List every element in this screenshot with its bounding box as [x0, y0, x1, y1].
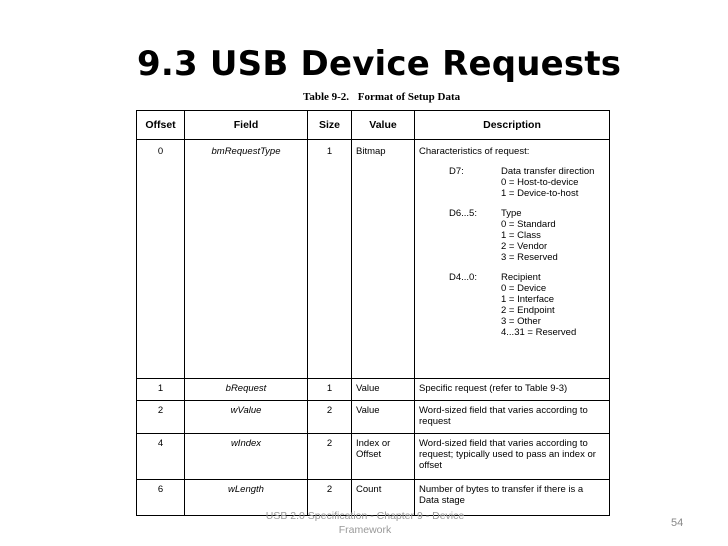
table-row: [137, 401, 610, 434]
cell-offset: 1: [137, 379, 185, 401]
bitfield-recipient: [419, 272, 605, 338]
cell-size: 2: [308, 480, 352, 516]
table-header-row: [137, 111, 610, 140]
bitfield-type: [419, 208, 605, 263]
cell-field: wIndex: [185, 434, 308, 480]
cell-size: 1: [308, 379, 352, 401]
bitfield-line: 2 = Vendor: [501, 241, 548, 252]
bitfield-line: 4...31 = Reserved: [501, 327, 577, 338]
table-row: [137, 379, 610, 401]
bitfield-line: 1 = Interface: [501, 294, 555, 305]
cell-field: wLength: [185, 480, 308, 516]
description-text: Characteristics of request:: [419, 146, 530, 157]
cell-field: wValue: [185, 401, 308, 434]
table-caption-title: Format of Setup Data: [357, 91, 461, 103]
cell-description: Number of bytes to transfer if there is a Data stage: [415, 480, 610, 516]
cell-value: Index or Offset: [352, 434, 415, 480]
bitfield-bits: D4...0:: [449, 272, 477, 283]
bitfield-line: 1 = Device-to-host: [501, 188, 579, 199]
cell-description: [415, 140, 610, 379]
cell-description: Word-sized field that varies according to request: [415, 401, 610, 434]
bitfield-line: Type: [501, 208, 522, 219]
table-row: [137, 140, 610, 379]
bitfield-line: 0 = Standard: [501, 219, 556, 230]
cell-field: bmRequestType: [185, 140, 308, 379]
bitfield-bits: D7:: [449, 166, 464, 177]
bitfield-line: Recipient: [501, 272, 541, 283]
table-caption: [303, 91, 460, 103]
cell-description: Specific request (refer to Table 9-3): [415, 379, 610, 401]
cell-offset: 6: [137, 480, 185, 516]
bitfield-line: Data transfer direction: [501, 166, 595, 177]
cell-offset: 2: [137, 401, 185, 434]
cell-offset: 4: [137, 434, 185, 480]
bitfield-bits: D6...5:: [449, 208, 477, 219]
bitfield-line: 3 = Reserved: [501, 252, 558, 263]
slide-title: 9.3 USB Device Requests: [137, 44, 622, 84]
bitfield-line: 3 = Other: [501, 316, 541, 327]
cell-offset: 0: [137, 140, 185, 379]
header-size: Size: [308, 111, 352, 140]
bitfield-line: 2 = Endpoint: [501, 305, 555, 316]
cell-size: 1: [308, 140, 352, 379]
cell-field: bRequest: [185, 379, 308, 401]
header-value: Value: [352, 111, 415, 140]
footer-text: USB 2.0 Specification - Chapter 9 - Device Framework: [265, 510, 465, 536]
header-description: Description: [415, 111, 610, 140]
table-caption-label: Table 9-2.: [303, 91, 350, 103]
cell-value: Count: [352, 480, 415, 516]
cell-value: Bitmap: [352, 140, 415, 379]
setup-data-table: [136, 110, 610, 516]
cell-size: 2: [308, 401, 352, 434]
cell-value: Value: [352, 379, 415, 401]
bitfield-line: 1 = Class: [501, 230, 541, 241]
bitfield-direction: [419, 166, 605, 199]
cell-value: Value: [352, 401, 415, 434]
table-row: [137, 434, 610, 480]
bitfield-line: 0 = Host-to-device: [501, 177, 579, 188]
bitfield-line: 0 = Device: [501, 283, 547, 294]
page-number: 54: [671, 517, 684, 529]
header-field: Field: [185, 111, 308, 140]
cell-description: Word-sized field that varies according to request; typically used to pass an index or offset: [415, 434, 610, 480]
header-offset: Offset: [137, 111, 185, 140]
cell-size: 2: [308, 434, 352, 480]
